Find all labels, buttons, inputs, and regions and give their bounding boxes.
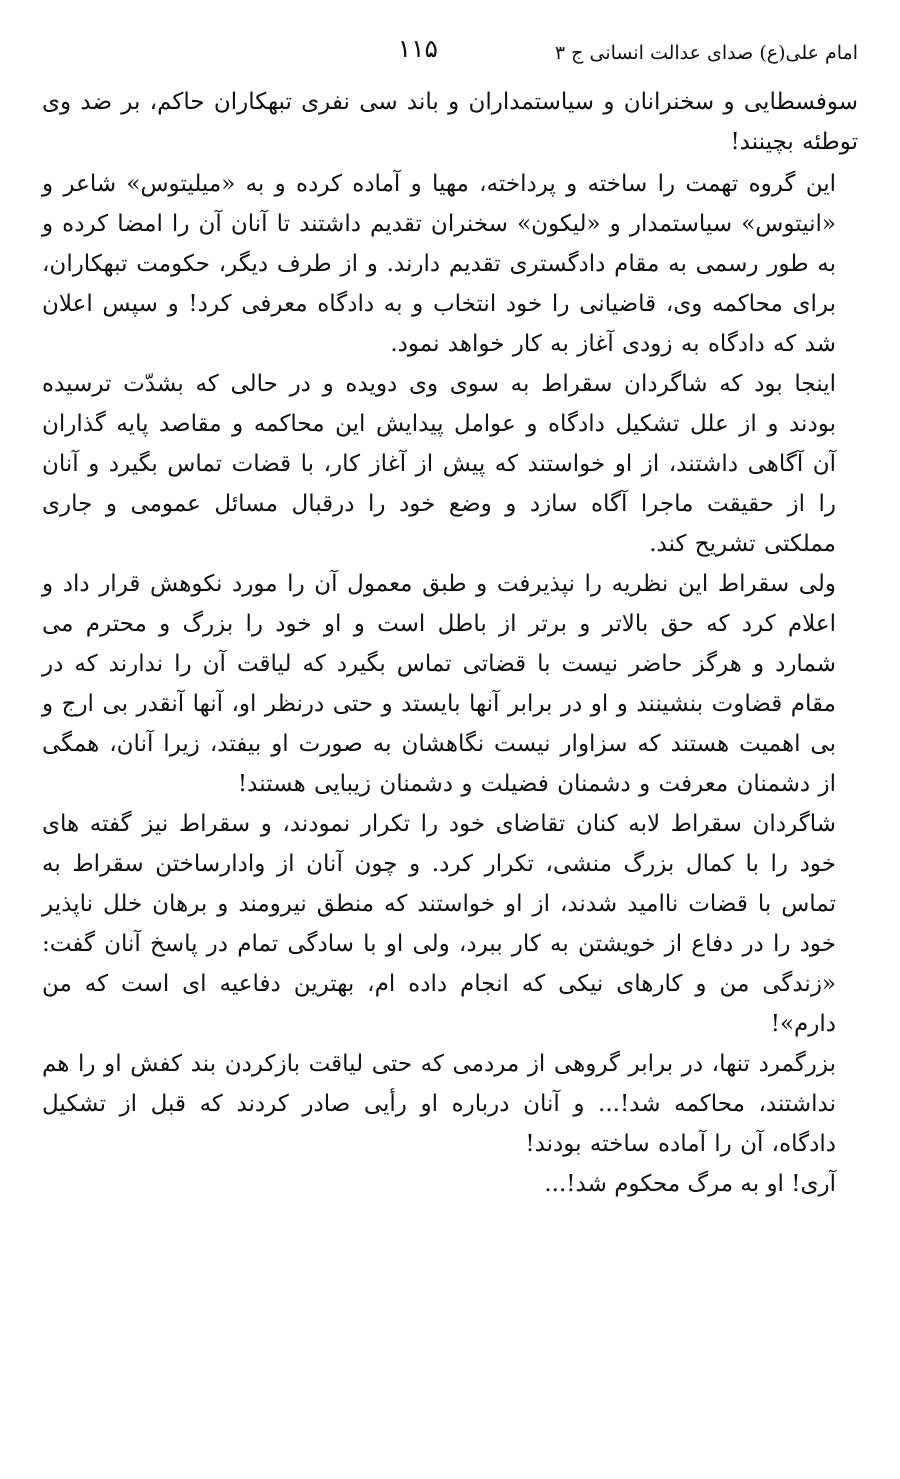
- paragraph-continuation: سوفسطایی و سخنرانان و سیاستمداران و باند سی نفری تبهکاران حاکم، بر ضد وی توطئه بچینند!: [42, 89, 858, 155]
- page-number: ۱۱۵: [397, 34, 438, 63]
- page-header: [42, 30, 858, 74]
- running-title: امام علی(ع) صدای عدالت انسانی ج ۳: [554, 42, 858, 64]
- paragraph-accusation: این گروه تهمت را ساخته و پرداخته، مهیا و آماده کرده و به «میلیتوس» شاعر و «انیتوس» سیاستمدار و «لیکون» سخنران تقدیم داشتند تا آنان آن را امضا کرده و به طور رسمی به مقام دادگستری تقدیم دارند. و از طرف دیگر، حکومت تبهکاران، برای محاکمه وی، قاضیانی را خود انتخاب و به دادگاه معرفی کرد! و سپس اعلان شد که دادگاه به زودی آغاز به کار خواهد نمود.: [42, 171, 836, 357]
- paragraph-verdict: آری! او به مرگ محکوم شد!...: [544, 1171, 836, 1197]
- body-text: [42, 82, 858, 1204]
- paragraph-students-request: اینجا بود که شاگردان سقراط به سوی وی دویده و در حالی که بشدّت ترسیده بودند و از علل تشکیل دادگاه و عوامل پیدایش این محاکمه و مقاصد پایه گذاران آن آگاهی داشتند، از او خواستند که پیش از آغاز کار، با قضات تماس بگیرد و آنان را از حقیقت ماجرا آگاه سازد و وضع خود را درقبال مسائل عمومی و جاری مملکتی تشریح کند.: [42, 371, 836, 557]
- paragraph-defense: شاگردان سقراط لابه کنان تقاضای خود را تکرار نمودند، و سقراط نیز گفته های خود را با کمال بزرگ منشی، تکرار کرد. و چون آنان از وادارساختن سقراط به تماس با قضات ناامید شدند، از او خواستند که منطق نیرومند و برهان خلل ناپذیر خود را در دفاع از خویشتن به کار ببرد، ولی او با سادگی تمام در پاسخ آنان گفت: «زندگی من و کارهای نیکی که انجام داده ام، بهترین دفاعیه ای است که من دارم»!: [42, 811, 836, 1037]
- paragraph-socrates-refusal: ولی سقراط این نظریه را نپذیرفت و طبق معمول آن را مورد نکوهش قرار داد و اعلام کرد که حق بالاتر و برتر از باطل است و او خود را بزرگ و محترم می شمارد و هرگز حاضر نیست با قضاتی تماس بگیرد که لیاقت آن را ندارند که در مقام قضاوت بنشینند و او در برابر آنها بایستد و حتی درنظر او، آنها آنقدر بی ارج و بی اهمیت هستند که سزاوار نیست نگاهشان به صورت او بیفتد، زیرا آنان، همگی از دشمنان معرفت و دشمنان فضیلت و دشمنان زیبایی هستند!: [42, 571, 836, 797]
- paragraph-trial: بزرگمرد تنها، در برابر گروهی از مردمی که حتی لیاقت بازکردن بند کفش او را هم نداشتند، محاکمه شد!... و آنان درباره او رأیی صادر کردند که قبل از تشکیل دادگاه، آن را آماده ساخته بودند!: [42, 1051, 837, 1157]
